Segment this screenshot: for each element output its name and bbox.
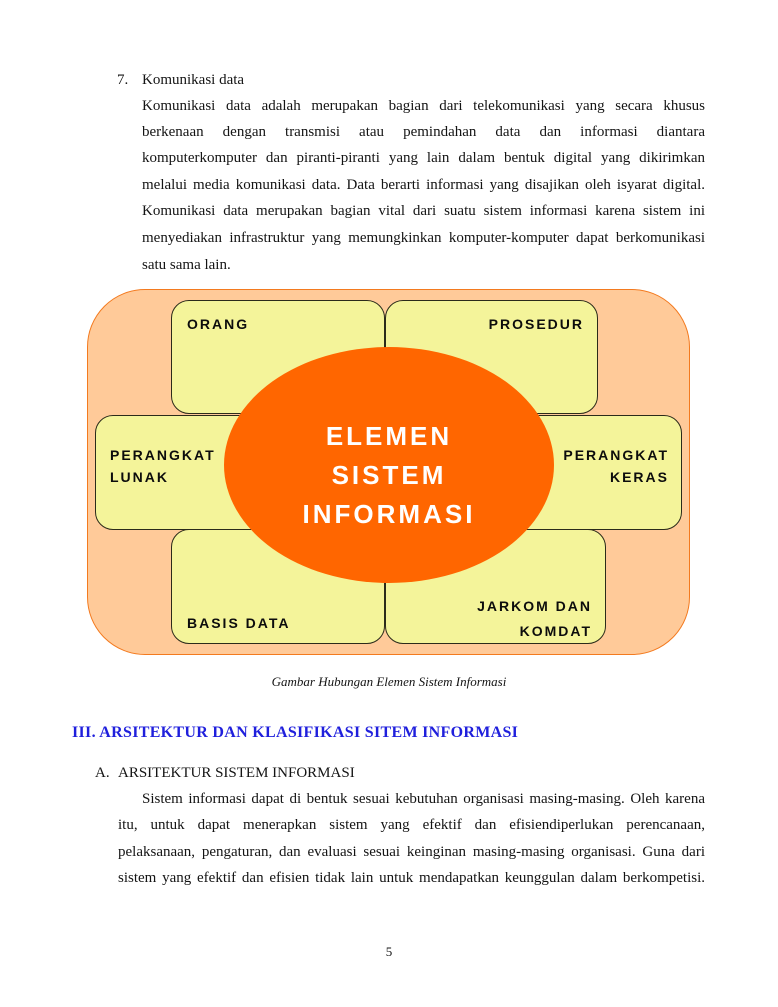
center-label-line: SISTEM bbox=[331, 460, 447, 490]
subsection-letter: A. bbox=[95, 765, 110, 781]
paragraph-line: berkenaan dengan transmisi atau pemindahan data dan informasi diantara bbox=[142, 124, 705, 140]
figure-caption: Gambar Hubungan Elemen Sistem Informasi bbox=[271, 674, 507, 689]
label-line: BASIS DATA bbox=[187, 615, 291, 631]
label-perangkat-lunak bbox=[110, 444, 216, 488]
list-number: 7. bbox=[117, 72, 129, 88]
paragraph-line: pelaksanaan, pengaturan, dan evaluasi sesuai keinginan masing-masing organisasi. Guna dari bbox=[118, 844, 705, 860]
label-line: PROSEDUR bbox=[488, 316, 584, 332]
label-line: LUNAK bbox=[110, 469, 169, 485]
label-line: KOMDAT bbox=[519, 623, 592, 639]
paragraph-line: Sistem informasi dapat di bentuk sesuai kebutuhan organisasi masing-masing. Oleh karena bbox=[142, 791, 705, 807]
list-item-title: Komunikasi data bbox=[142, 72, 245, 88]
label-line: JARKOM DAN bbox=[477, 598, 592, 614]
paragraph-line: satu sama lain. bbox=[142, 257, 231, 273]
label-basis-data bbox=[187, 614, 290, 632]
label-perangkat-keras bbox=[563, 444, 669, 488]
subsection-title: ARSITEKTUR SISTEM INFORMASI bbox=[118, 765, 355, 781]
label-orang bbox=[187, 315, 249, 333]
page-number: 5 bbox=[385, 944, 393, 959]
section-heading: III. ARSITEKTUR DAN KLASIFIKASI SITEM INFORMASI bbox=[72, 724, 519, 741]
label-line: PERANGKAT bbox=[563, 447, 669, 463]
paragraph-line: itu, untuk dapat menerapkan sistem yang efektif dan efisiendiperlukan perencanaan, bbox=[118, 817, 705, 833]
paragraph-line: sistem yang efektif dan efisien tidak lain untuk mendapatkan keunggulan dalam berkompetisi. bbox=[118, 870, 705, 886]
label-line: KERAS bbox=[609, 469, 669, 485]
paragraph-line: Komunikasi data adalah merupakan bagian dari telekomunikasi yang secara khusus bbox=[142, 98, 705, 114]
center-label-line: INFORMASI bbox=[302, 499, 476, 529]
label-line: ORANG bbox=[187, 316, 250, 332]
paragraph-line: melalui media komunikasi data. Data berarti informasi yang disajikan oleh isyarat digital. bbox=[142, 177, 705, 193]
label-line: PERANGKAT bbox=[110, 447, 216, 463]
label-jarkom-komdat bbox=[477, 594, 592, 644]
label-prosedur bbox=[489, 315, 584, 333]
center-label bbox=[224, 417, 554, 534]
paragraph-line: menyediakan infrastruktur yang memungkinkan komputer-komputer dapat berkomunikasi bbox=[142, 230, 705, 246]
center-label-line: ELEMEN bbox=[325, 421, 453, 451]
paragraph-line: komputerkomputer dan piranti-piranti yang lain dalam bentuk digital yang dikirimkan bbox=[142, 150, 705, 166]
paragraph-line: Komunikasi data merupakan bagian vital dari suatu sistem informasi karena sistem ini bbox=[142, 203, 705, 219]
